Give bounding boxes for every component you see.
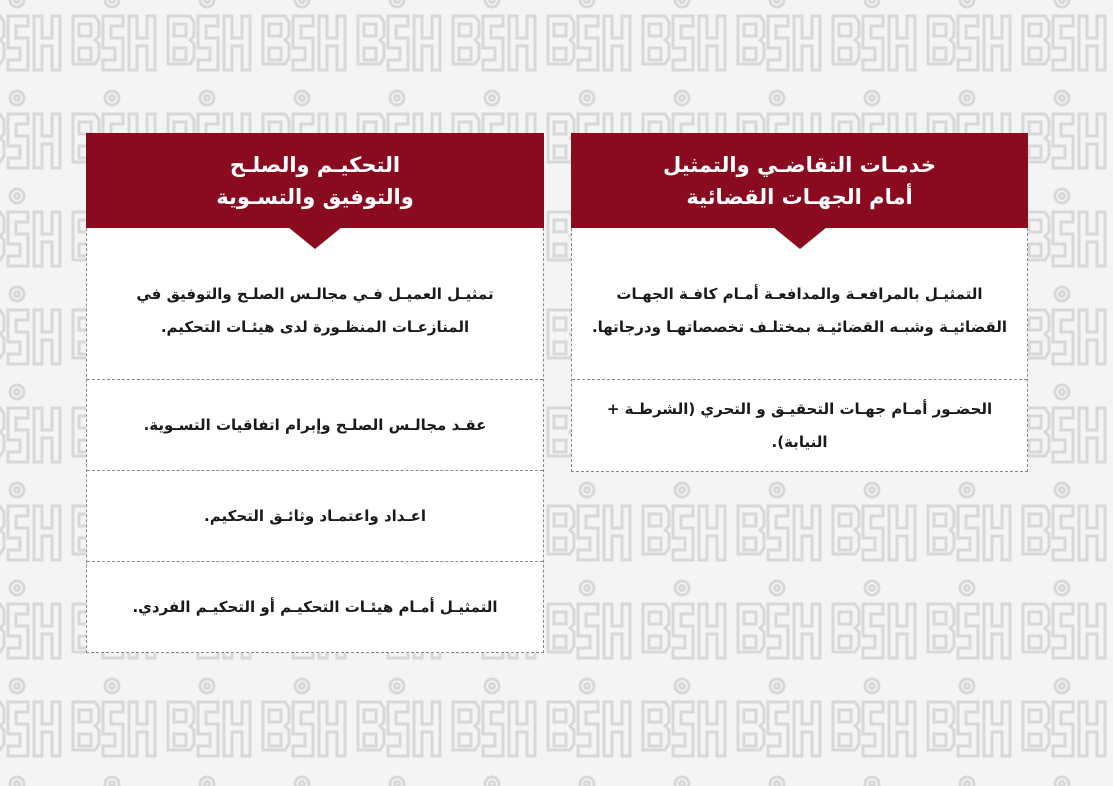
service-item: عقـد مجالـس الصلـح وإبرام اتفاقيات التسـوية.: [87, 380, 543, 471]
card-title-line2: والتوفيق والتسـوية: [216, 184, 414, 209]
card-title-line2: أمام الجهـات القضائية: [686, 184, 913, 209]
service-item: تمثيـل العميـل فـي مجالـس الصلـح والتوفيق في المنازعـات المنظـورة لدى هيئـات التحكيم.: [87, 228, 543, 380]
service-item: اعـداد واعتمـاد وثائـق التحكيم.: [87, 471, 543, 562]
card-header: [86, 133, 544, 228]
card-litigation: [571, 133, 1028, 472]
card-arbitration: [86, 133, 544, 653]
service-item: التمثيـل أمـام هيئـات التحكيـم أو التحكيـم الفردي.: [132, 597, 498, 616]
service-item: الحضـور أمـام جهـات التحقيـق و التحري (الشرطـة + النيابة).: [606, 399, 993, 451]
card-header: [571, 133, 1028, 228]
card-body: [86, 228, 544, 653]
card-body: [571, 228, 1028, 472]
service-item: التمثيـل بالمرافعـة والمدافعـة أمـام كافـة الجهـات القضائيـة وشبـه القضائيـة بمختلـف تخصصاتهـا ودرجاتها.: [572, 228, 1027, 380]
card-title-line1: التحكيـم والصلـح: [229, 152, 401, 177]
card-title-line1: خدمـات التقاضـي والتمثيل: [662, 152, 937, 177]
